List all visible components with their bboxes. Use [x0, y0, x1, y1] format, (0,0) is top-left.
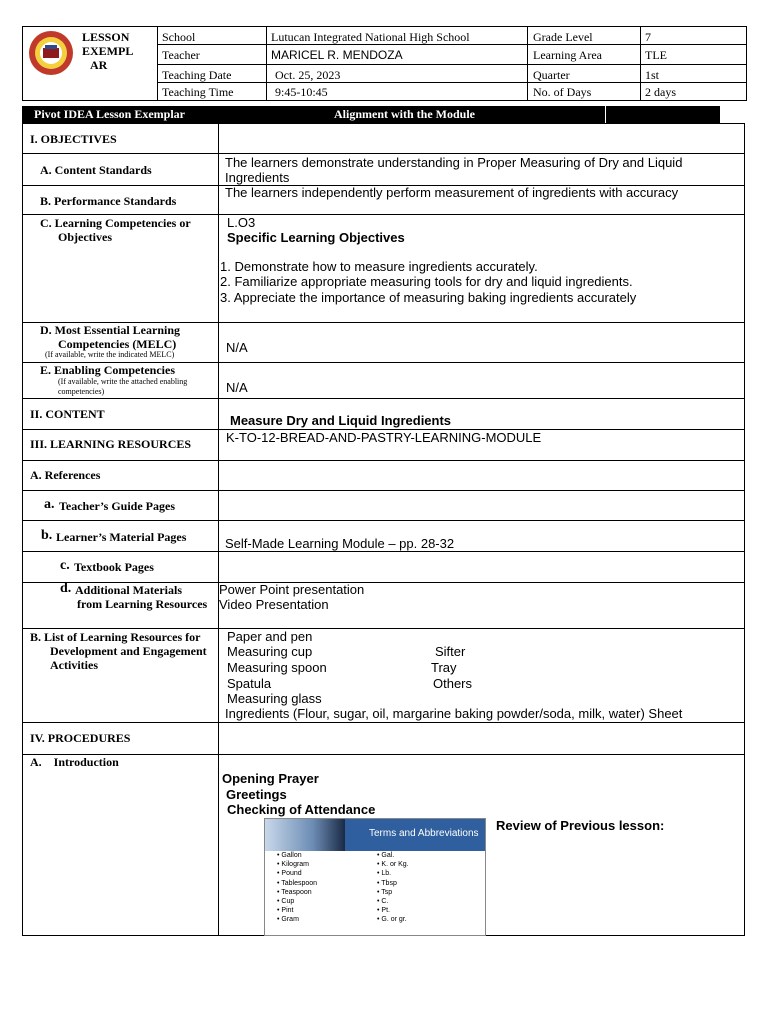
resource-item-tray: Tray: [431, 660, 457, 675]
teaching-time-label: Teaching Time: [162, 85, 234, 99]
slide-list-item: • K. or Kg.: [377, 861, 409, 869]
objective-3: 3. Appreciate the importance of measuring baking ingredients accurately: [220, 290, 637, 305]
terms-abbreviations-slide: [264, 818, 486, 936]
content-heading: II. CONTENT: [30, 407, 105, 421]
teaching-date-value: Oct. 25, 2023: [275, 68, 341, 82]
bar-right-label: Alignment with the Module: [334, 107, 475, 121]
days-label: No. of Days: [533, 85, 592, 99]
learning-area-label: Learning Area: [533, 48, 602, 62]
enabling-note-1: (If available, write the attached enabling: [58, 377, 188, 386]
resource-item-others: Others: [433, 676, 473, 691]
greetings: Greetings: [226, 787, 287, 802]
deped-seal-logo: [28, 30, 74, 76]
logo-title-line3: AR: [90, 58, 108, 72]
additional-materials-label-1: Additional Materials: [75, 583, 182, 597]
slide-list-item: • Gallon: [277, 852, 302, 859]
competency-code: L.O3: [227, 215, 256, 230]
introduction-label: A. Introduction: [30, 755, 119, 769]
objectives-heading: I. OBJECTIVES: [30, 132, 117, 146]
list-resources-label-2: Development and Engagement: [50, 644, 207, 658]
objective-1: 1. Demonstrate how to measure ingredients accurately.: [220, 259, 538, 274]
learning-resources-value: K-TO-12-BREAD-AND-PASTRY-LEARNING-MODULE: [226, 430, 542, 445]
procedures-heading: IV. PROCEDURES: [30, 731, 131, 745]
slide-list-item: • Gram: [277, 916, 299, 924]
resource-item-measuring-spoon: Measuring spoon: [227, 660, 327, 675]
content-standards-value: The learners demonstrate understanding in Proper Measuring of Dry and Liquid Ingredients: [225, 155, 683, 185]
review-previous-lesson: Review of Previous lesson:: [496, 818, 665, 833]
slide-list-item: • Gal.: [377, 852, 395, 859]
teachers-guide-letter: a.: [44, 497, 55, 512]
melc-label-2: Competencies (MELC): [58, 337, 177, 351]
references-label: A. References: [30, 468, 101, 482]
slide-abbrs-list: [377, 851, 409, 925]
resource-item-ingredients: Ingredients (Flour, sugar, oil, margarine baking powder/soda, milk, water) Sheet: [225, 706, 683, 721]
enabling-note-2: competencies): [58, 387, 105, 396]
melc-value: N/A: [226, 340, 248, 355]
slide-terms-list: [277, 851, 317, 925]
competencies-label-1: C. Learning Competencies or: [40, 216, 191, 230]
slide-list-item: • Tbsp: [377, 879, 397, 887]
resource-item-measuring-glass: Measuring glass: [227, 691, 322, 706]
additional-materials-label-2: from Learning Resources: [77, 597, 208, 611]
learning-resources-heading: III. LEARNING RESOURCES: [30, 437, 192, 451]
slide-list-item: • G. or gr.: [377, 916, 407, 924]
objective-2: 2. Familiarize appropriate measuring tools for dry and liquid ingredients.: [220, 274, 633, 289]
melc-label-1: D. Most Essential Learning: [40, 323, 181, 337]
grade-level-label: Grade Level: [533, 30, 593, 44]
resource-item-paper-pen: Paper and pen: [227, 629, 313, 644]
resource-item-measuring-cup: Measuring cup: [227, 644, 313, 659]
teachers-guide-label: Teacher’s Guide Pages: [59, 499, 175, 513]
slide-list-item: • Tablespoon: [277, 879, 318, 887]
checking-attendance: Checking of Attendance: [227, 802, 376, 817]
learners-material-value: Self-Made Learning Module – pp. 28-32: [225, 536, 455, 551]
textbook-label: Textbook Pages: [74, 560, 154, 574]
logo-title-line1: LESSON: [82, 30, 130, 44]
quarter-value: 1st: [645, 68, 660, 82]
slide-list-item: • Teaspoon: [277, 888, 312, 896]
slide-list-item: • Tsp: [377, 888, 393, 896]
school-value: Lutucan Integrated National High School: [271, 30, 470, 44]
slide-list-item: • Kilogram: [277, 861, 310, 869]
logo-title-line2: EXEMPL: [82, 44, 134, 58]
learners-material-label: Learner’s Material Pages: [56, 530, 187, 544]
slide-list-item: • Cup: [277, 898, 295, 906]
content-standards-label: A. Content Standards: [40, 163, 152, 177]
slide-title: Terms and Abbreviations: [369, 828, 479, 839]
enabling-label: E. Enabling Competencies: [40, 363, 176, 377]
grade-level-value: 7: [645, 30, 651, 44]
slide-list-item: • Lb.: [377, 870, 392, 878]
opening-prayer: Opening Prayer: [222, 771, 319, 786]
teacher-label: Teacher: [162, 48, 200, 62]
list-resources-label-1: B. List of Learning Resources for: [30, 630, 201, 644]
competencies-label-2: Objectives: [58, 230, 112, 244]
teaching-time-value: 9:45-10:45: [275, 85, 328, 99]
additional-materials-value-1: Power Point presentation: [219, 582, 365, 597]
slide-list-item: • Pound: [277, 870, 302, 878]
additional-materials-value-2: Video Presentation: [219, 597, 329, 612]
specific-objectives-heading: Specific Learning Objectives: [227, 230, 405, 245]
teaching-date-label: Teaching Date: [162, 68, 232, 82]
performance-standards-label: B. Performance Standards: [40, 194, 177, 208]
enabling-value: N/A: [226, 380, 248, 395]
slide-header-decoration: [265, 819, 345, 851]
learning-area-value: TLE: [645, 48, 667, 62]
content-value: Measure Dry and Liquid Ingredients: [230, 413, 452, 428]
list-resources-label-3: Activities: [50, 658, 98, 672]
slide-list-item: • Pint: [277, 907, 294, 915]
days-value: 2 days: [645, 85, 676, 99]
melc-note: (If available, write the indicated MELC): [45, 350, 175, 359]
quarter-label: Quarter: [533, 68, 570, 82]
slide-list-item: • C.: [377, 898, 389, 906]
textbook-letter: c.: [60, 558, 70, 573]
school-label: School: [162, 30, 196, 44]
slide-list-item: • Pt.: [377, 907, 390, 915]
resource-item-spatula: Spatula: [227, 676, 272, 691]
learners-material-letter: b.: [41, 528, 53, 543]
bar-left-label: Pivot IDEA Lesson Exemplar: [34, 107, 186, 121]
performance-standards-value: The learners independently perform measurement of ingredients with accuracy: [225, 185, 679, 200]
teacher-value: MARICEL R. MENDOZA: [271, 48, 403, 62]
additional-materials-letter: d.: [60, 581, 72, 596]
resource-item-sifter: Sifter: [435, 644, 466, 659]
